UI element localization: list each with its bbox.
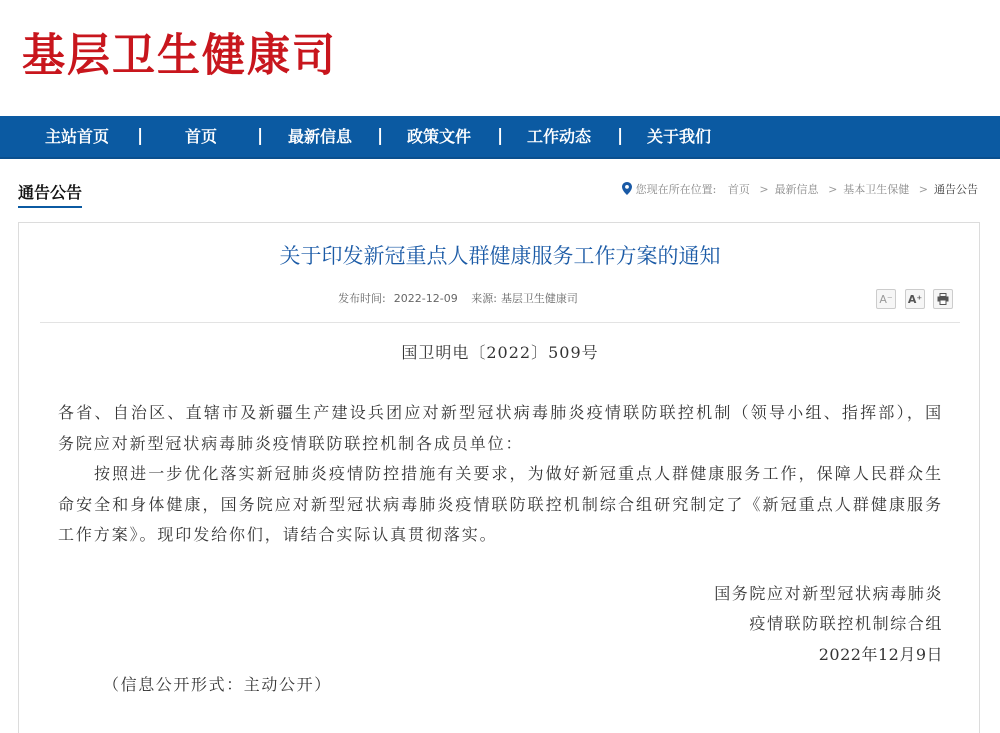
breadcrumb-latest-info[interactable]: 最新信息 <box>774 183 819 196</box>
document-number: 国卫明电〔2022〕509号 <box>401 343 599 362</box>
nav-separator: | <box>377 126 384 146</box>
site-logo[interactable]: 基层卫生健康司 <box>22 29 337 83</box>
source-label: 来源: <box>471 292 497 305</box>
nav-policy-docs[interactable]: 政策文件 <box>407 127 472 146</box>
nav-about-us[interactable]: 关于我们 <box>647 127 712 146</box>
breadcrumb-separator: > <box>759 183 769 196</box>
breadcrumb-separator: > <box>828 183 838 196</box>
publish-date: 2022-12-09 <box>393 292 458 305</box>
breadcrumb-prefix: 您现在所在位置: <box>635 183 717 196</box>
article-paragraph-addressees: 各省、自治区、直辖市及新疆生产建设兵团应对新型冠状病毒肺炎疫情联防联控机制（领导小组、指挥部），国务院应对新型冠状病毒肺炎疫情联防联控机制各成员单位： <box>58 403 943 453</box>
article-paragraph-body: 按照进一步优化落实新冠肺炎疫情防控措施有关要求，为做好新冠重点人群健康服务工作，保障人民群众生命安全和身体健康，国务院应对新型冠状病毒肺炎疫情联防联控机制综合组研究制定了《新冠重点人群健康服务工作方案》。现印发给你们，请结合实际认真贯彻落实。 <box>58 464 943 544</box>
font-smaller-button[interactable]: A⁻ <box>876 289 896 309</box>
nav-home[interactable]: 首页 <box>185 127 218 146</box>
signature-date: 2022年12月9日 <box>818 645 943 664</box>
nav-main-home[interactable]: 主站首页 <box>45 127 110 146</box>
print-icon <box>937 293 949 305</box>
nav-work-news[interactable]: 工作动态 <box>527 127 592 146</box>
breadcrumb <box>622 181 978 198</box>
breadcrumb-home[interactable]: 首页 <box>727 183 750 196</box>
font-larger-button[interactable]: A⁺ <box>905 289 925 309</box>
breadcrumb-basic-health[interactable]: 基本卫生保健 <box>843 183 910 196</box>
location-pin-icon <box>622 182 632 198</box>
signature-issuer-line2: 疫情联防联控机制综合组 <box>749 614 943 633</box>
breadcrumb-separator: > <box>918 183 928 196</box>
meta-divider <box>40 322 960 323</box>
nav-latest-info[interactable]: 最新信息 <box>288 127 353 146</box>
article-meta <box>0 290 916 306</box>
signature-issuer-line1: 国务院应对新型冠状病毒肺炎 <box>714 584 943 603</box>
breadcrumb-current: 通告公告 <box>934 183 978 196</box>
nav-separator: | <box>497 126 504 146</box>
nav-separator: | <box>617 126 624 146</box>
disclosure-note: （信息公开形式：主动公开） <box>103 675 332 694</box>
article-title: 关于印发新冠重点人群健康服务工作方案的通知 <box>279 244 721 268</box>
print-button[interactable] <box>933 289 953 309</box>
publish-date-label: 发布时间: <box>338 292 386 305</box>
section-title: 通告公告 <box>18 180 82 208</box>
source: 基层卫生健康司 <box>500 292 578 305</box>
nav-separator: | <box>137 126 144 146</box>
nav-separator: | <box>257 126 264 146</box>
main-navbar <box>0 116 1000 159</box>
